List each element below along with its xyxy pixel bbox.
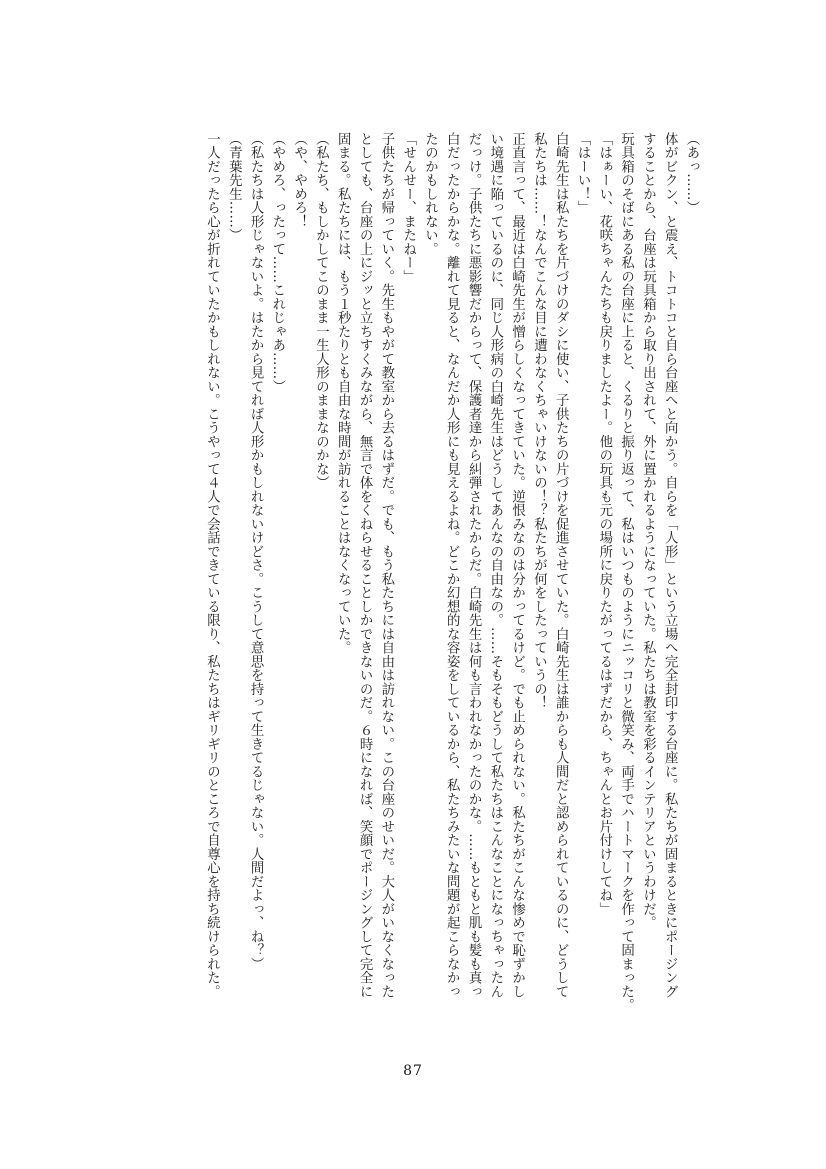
text-line: （や、やめろ！ — [291, 132, 307, 229]
page-number: 87 — [403, 1063, 423, 1079]
text-line: （私たちは人形じゃないよ。はたから見てれば人形かもしれないけどさ。こうして意思を持って生きてるじゃない。人間だよっ、ね？） — [248, 132, 264, 971]
text-line: 「はーい！」 — [575, 132, 591, 215]
text-line: （私たち、もしかしてこのまま一生人形のままなのかな） — [313, 132, 329, 490]
text-line: 一人だったら心が折れていたかもしれない。こうやって４人で会話できている限り、私たちはギリギリのところで自尊心を持ち続けられた。 — [204, 132, 220, 999]
text-line: 私たちは……！なんでこんな目に遭わなくちゃいけないの！？私たちが何をしたっていうの！ — [531, 132, 547, 710]
text-line: としても、台座の上にジッと立ちすくみながら、無言で体をくねらせることしかできないのだ。６時になれば、笑顔でポージングして完全に — [357, 132, 373, 999]
text-line: 玩具箱のそばにある私の台座に上ると、くるりと振り返って、私はいつものようにニッコリと微笑み、両手でハートマークを作って固まった。 — [618, 132, 634, 1012]
body-text — [102, 132, 702, 1012]
text-line: 「はぁーい、花咲ちゃんたちも戻りましたよー。他の玩具も元の場所に戻りたがってるはずだから、ちゃんとお片付けしてね」 — [596, 132, 612, 916]
text-line: 白だったからかな。離れて見ると、なんだか人形にも見えるよね。どこか幻想的な容姿をしているから、私たちみたいな問題が起こらなかっ — [444, 132, 460, 999]
text-line: （あっ……） — [684, 132, 699, 215]
text-line: （やめろ、ったって……これじゃあ……） — [269, 132, 285, 394]
text-line: 体がビクン、と震え、トコトコと自ら台座へと向かう。自らを「人形」という立場へ完全封印する台座に。私たちが固まるときにポージング — [662, 132, 678, 999]
text-line: い境遇に陥っているのに、同じ人形病の白崎先生はどうしてあんなの自由なの。……そもそもどうして私たちはこんなことになっちゃったん — [487, 132, 503, 999]
text-line: 正直言って、最近は白崎先生が憎らしくなってきていた。逆恨みなのは分かってるけど。でも止められない。私たちがこんな惨めで恥ずかし — [509, 132, 525, 999]
text-line: たのかもしれない。 — [422, 132, 438, 256]
text-line: 「せんせー、またねー」 — [400, 132, 416, 284]
text-line: （青葉先生……） — [226, 132, 242, 242]
text-line: だっけ。子供たちに悪影響だからって、保護者達から糾弾されたからだ。白崎先生は何も言われなかったのかな。……もともと肌も髪も真っ — [466, 132, 482, 999]
text-line: 固まる。私たちには、もう１秒たりとも自由な時間が訪れることはなくなっていた。 — [335, 132, 351, 655]
text-line: 白崎先生は私たちを片づけのダシに使い、子供たちの片づけを促進させていた。白崎先生は誰からも人間だと認められているのに、どうして — [553, 132, 569, 999]
text-line: することから、台座は玩具箱から取り出されて、外に置かれるようになっていた。私たちは教室を彩るインテリアというわけだ。 — [640, 132, 656, 930]
text-line: 子供たちが帰っていく。先生もやがて教室から去るはずだ。でも、もう私たちには自由は訪れない。この台座のせいだ。大人がいなくなった — [378, 132, 394, 999]
